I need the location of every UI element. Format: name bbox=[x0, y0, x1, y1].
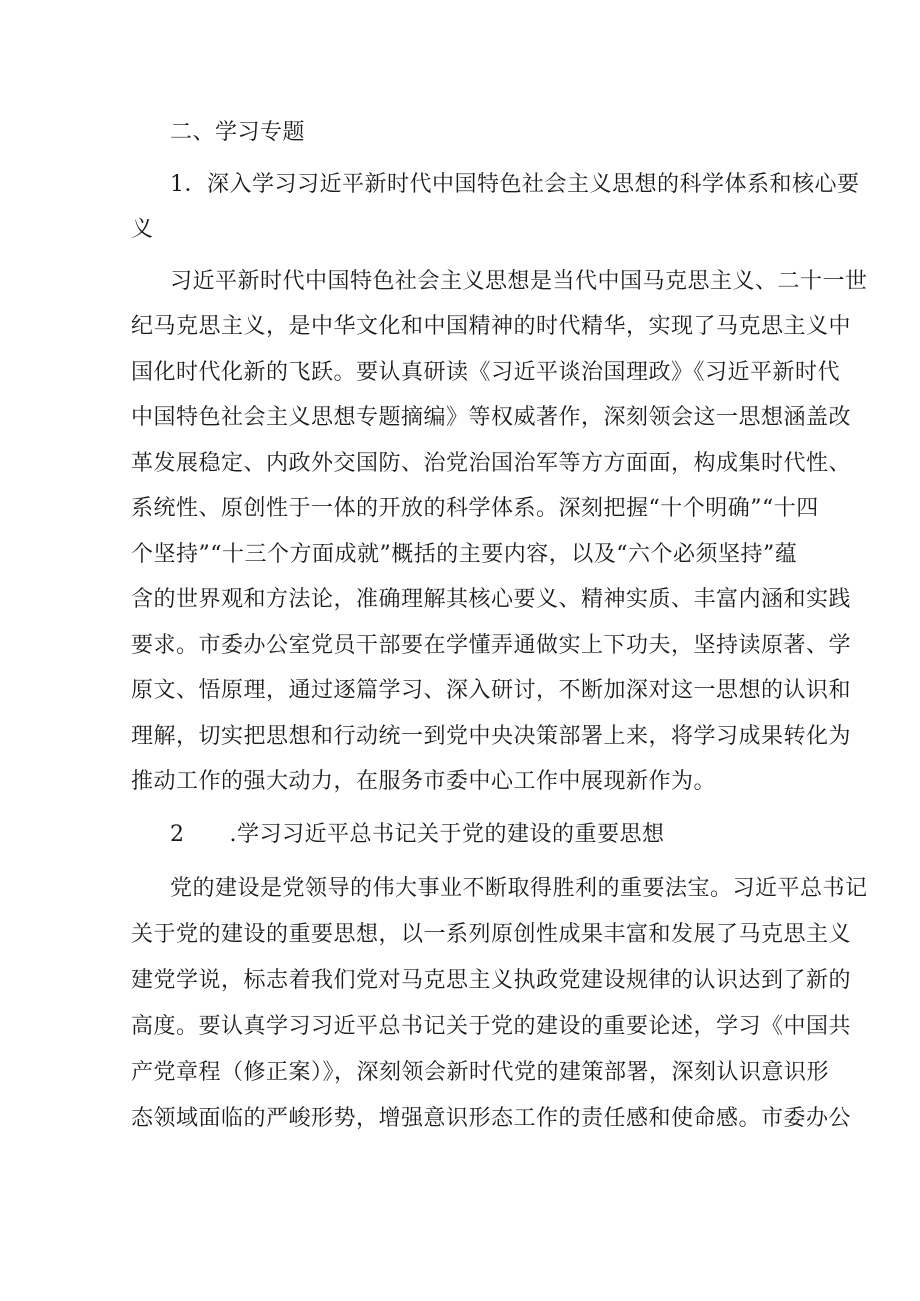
topic2-paragraph-line: 态领域面临的严峻形势，增强意识形态工作的责任感和使命感。市委办公 bbox=[131, 1106, 852, 1131]
topic1-paragraph-line: 习近平新时代中国特色社会主义思想是当代中国马克思主义、二十一世 bbox=[170, 269, 868, 294]
topic2-paragraph-line: 党的建设是党领导的伟大事业不断取得胜利的重要法宝。习近平总书记 bbox=[170, 876, 868, 901]
topic1-paragraph-line: 原文、悟原理，通过逐篇学习、深入研讨，不断加深对这一思想的认识和 bbox=[131, 678, 852, 703]
topic1-paragraph-line: 要求。市委办公室党员干部要在学懂弄通做实上下功夫，坚持读原著、学 bbox=[131, 633, 852, 658]
topic1-paragraph-line: 纪马克思主义，是中华文化和中国精神的时代精华，实现了马克思主义中 bbox=[131, 314, 852, 339]
topic2-paragraph-line: 关于党的建设的重要思想，以一系列原创性成果丰富和发展了马克思主义 bbox=[131, 922, 852, 947]
section-heading: 二、学习专题 bbox=[170, 120, 306, 145]
topic2-paragraph-line: 建党学说，标志着我们党对马克思主义执政党建设规律的认识达到了新的 bbox=[131, 968, 852, 993]
topic1-paragraph-line: 系统性、原创性于一体的开放的科学体系。深刻把握“十个明确”“十四 bbox=[131, 496, 819, 521]
topic1-paragraph-line: 个坚持”“十三个方面成就”概括的主要内容，以及“六个必须坚持”蕴 bbox=[131, 542, 798, 567]
topic1-title-line2: 义 bbox=[131, 217, 154, 242]
topic1-title-line1: 1．深入学习习近平新时代中国特色社会主义思想的科学体系和核心要 bbox=[170, 172, 860, 197]
topic2-paragraph-line: 高度。要认真学习习近平总书记关于党的建设的重要论述，学习《中国共 bbox=[131, 1014, 852, 1039]
topic1-paragraph-line: 理解，切实把思想和行动统一到党中央决策部署上来，将学习成果转化为 bbox=[131, 724, 852, 749]
topic1-paragraph-line: 含的世界观和方法论，准确理解其核心要义、精神实质、丰富内涵和实践 bbox=[131, 587, 852, 612]
topic1-paragraph-line: 中国特色社会主义思想专题摘编》等权威著作，深刻领会这一思想涵盖改 bbox=[131, 405, 852, 430]
topic2-title: 2 .学习习近平总书记关于党的建设的重要思想 bbox=[170, 822, 665, 847]
topic2-paragraph-line: 产党章程（修正案）》，深刻领会新时代党的建策部署，深刻认识意识形 bbox=[131, 1060, 830, 1085]
topic1-paragraph-line: 革发展稳定、内政外交国防、治党治国治军等方方面面，构成集时代性、 bbox=[131, 451, 852, 476]
topic1-paragraph-line: 推动工作的强大动力，在服务市委中心工作中展现新作为。 bbox=[131, 769, 717, 794]
topic1-paragraph-line: 国化时代化新的飞跃。要认真研读《习近平谈治国理政》《习近平新时代 bbox=[131, 360, 841, 385]
